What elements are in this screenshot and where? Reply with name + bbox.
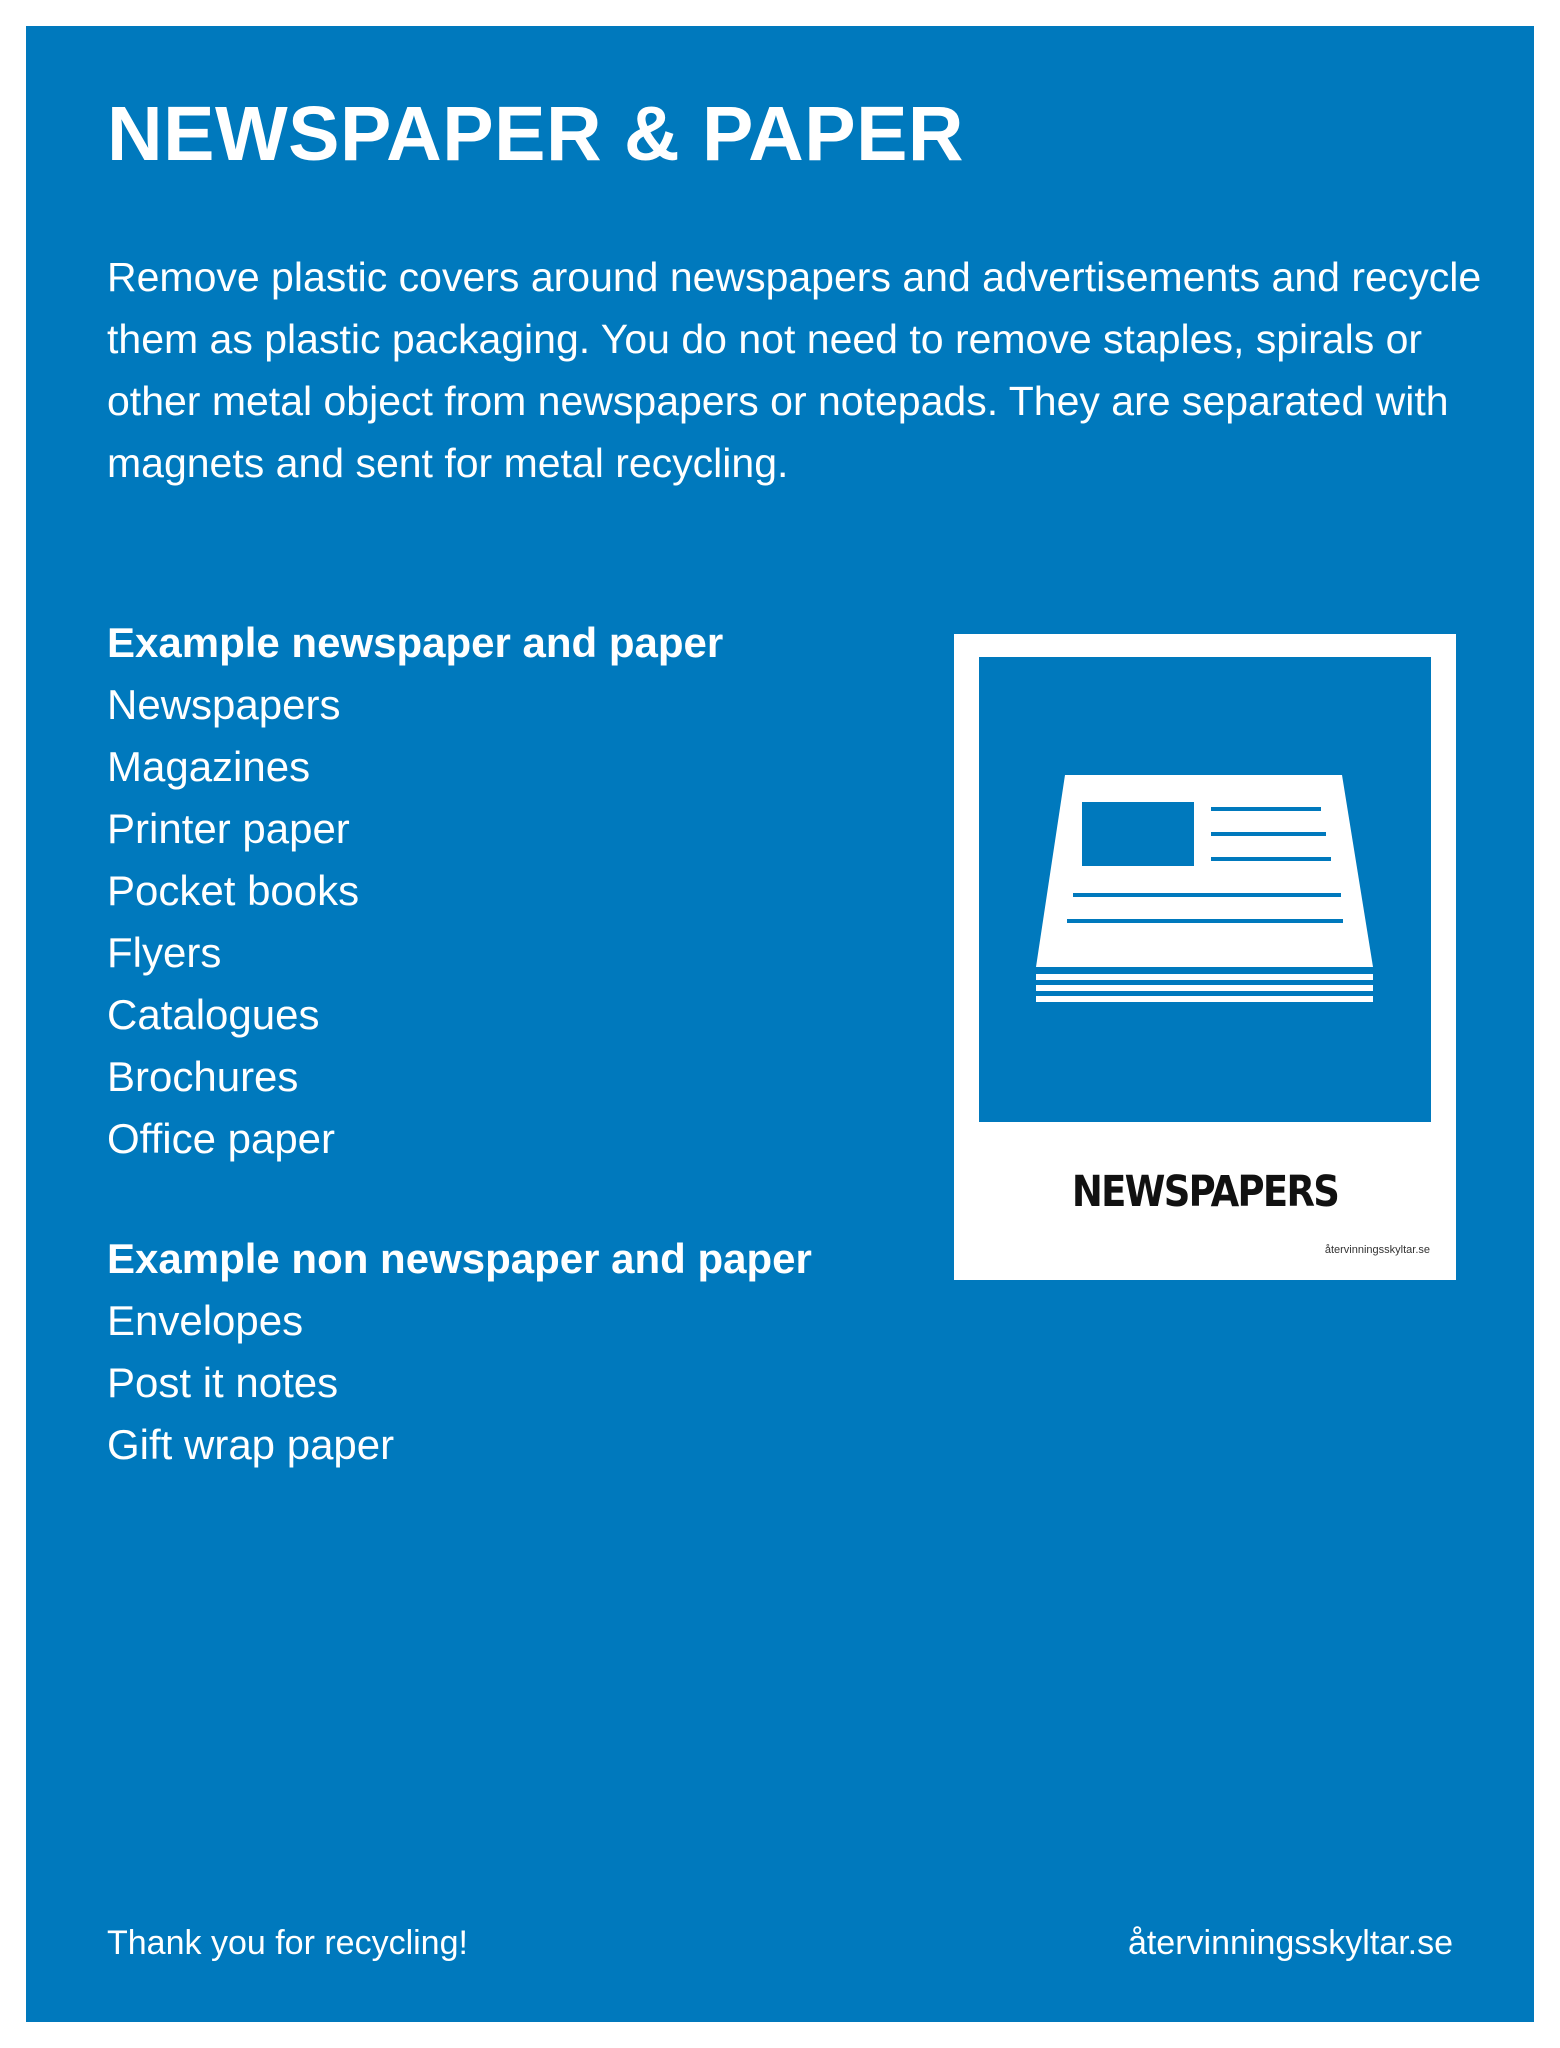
list-item: Brochures [107, 1053, 299, 1100]
rejected-heading: Example non newspaper and paper [107, 1235, 812, 1282]
list-item: Printer paper [107, 805, 350, 852]
accepted-list [107, 612, 723, 1170]
newspapers-sign [954, 634, 1456, 1280]
list-item: Newspapers [107, 681, 341, 728]
poster-title: NEWSPAPER & PAPER [107, 91, 965, 177]
sign-site: återvinningsskyltar.se [1324, 1244, 1430, 1256]
list-item: Flyers [107, 929, 222, 976]
list-item: Envelopes [107, 1297, 304, 1344]
list-item: Pocket books [107, 867, 360, 914]
sign-icon-area [979, 657, 1431, 1122]
newspaper-icon [979, 657, 1431, 1122]
list-item: Catalogues [107, 991, 320, 1038]
list-item: Office paper [107, 1115, 336, 1162]
sign-label: NEWSPAPERS [1071, 1167, 1339, 1217]
intro-paragraph: Remove plastic covers around newspapers and advertisements and recycle them as plastic packaging. You do not need to remove staples, spirals or other metal object from newspapers or notepads. They are separated with magnets and sent for metal recycling. [107, 254, 1482, 486]
footer-site: återvinningsskyltar.se [1127, 1924, 1453, 1962]
list-item: Gift wrap paper [107, 1421, 395, 1468]
list-item: Magazines [107, 743, 311, 790]
footer-thanks: Thank you for recycling! [107, 1924, 468, 1962]
rejected-list [107, 1228, 812, 1476]
poster-panel [26, 26, 1534, 2022]
list-item: Post it notes [107, 1359, 339, 1406]
accepted-heading: Example newspaper and paper [107, 619, 724, 666]
